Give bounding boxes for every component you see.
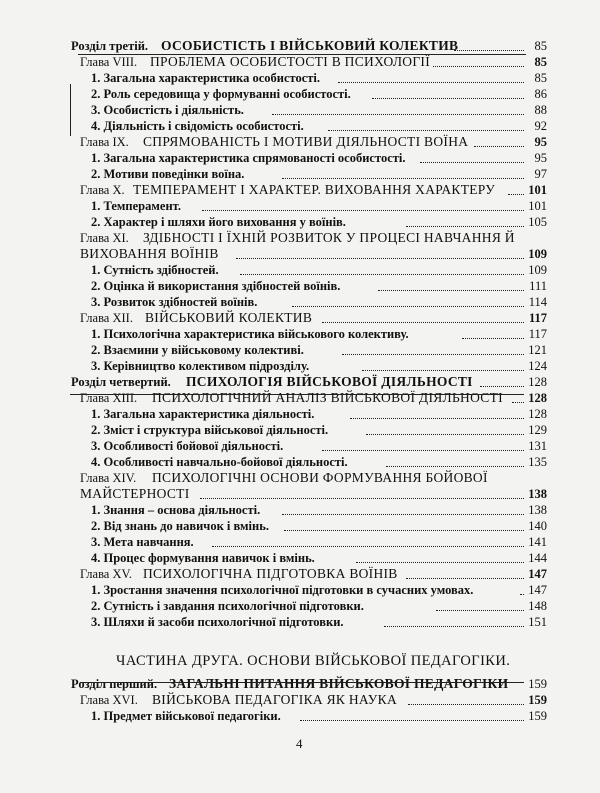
toc-item xyxy=(0,214,600,230)
page-ref: 159 xyxy=(528,693,547,707)
dot-leader xyxy=(512,402,524,403)
toc-item xyxy=(0,326,600,342)
page-ref: 101 xyxy=(528,183,547,197)
page-number: 4 xyxy=(296,736,303,751)
dot-leader xyxy=(200,498,524,499)
section-prefix: Розділ четвертий. xyxy=(71,375,171,389)
item-text: 3. Керівництво колективом підрозділу. xyxy=(91,359,310,373)
toc-item xyxy=(0,454,600,470)
dot-leader xyxy=(406,578,524,579)
chapter-prefix: Глава XVI. xyxy=(80,693,138,707)
item-text: 1. Зростання значення психологічної підготовки в сучасних умовах. xyxy=(91,583,474,597)
section-prefix: Розділ перший. xyxy=(71,677,158,691)
chapter-prefix: Глава IX. xyxy=(80,135,129,149)
chapter-prefix: Глава VIII. xyxy=(80,55,138,69)
page-ref: 86 xyxy=(534,87,547,101)
dot-leader xyxy=(508,194,524,195)
dot-leader xyxy=(282,514,524,515)
section-prefix: Розділ третій. xyxy=(71,39,149,53)
dot-leader xyxy=(366,434,524,435)
pencil-underline xyxy=(78,54,526,55)
dot-leader xyxy=(272,114,524,115)
page-ref: 95 xyxy=(534,135,547,149)
item-text: 1. Загальна характеристика спрямованості особистості. xyxy=(91,151,406,165)
dot-leader xyxy=(284,530,524,531)
page-ref: 105 xyxy=(528,215,547,229)
pencil-underline xyxy=(70,394,524,395)
page-ref: 85 xyxy=(534,39,547,53)
chapter-prefix: Глава XIV. xyxy=(80,471,137,485)
toc-item xyxy=(0,582,600,598)
page-ref: 129 xyxy=(528,423,547,437)
chapter-prefix: Глава XII. xyxy=(80,311,133,325)
dot-leader xyxy=(408,704,524,705)
chapter-title-continued: МАЙСТЕРНОСТІ xyxy=(80,486,190,501)
toc-item xyxy=(0,294,600,310)
page-ref: 97 xyxy=(534,167,547,181)
dot-leader xyxy=(433,66,524,67)
dot-leader xyxy=(202,210,524,211)
toc-section xyxy=(0,374,600,390)
toc-item xyxy=(0,358,600,374)
item-text: 1. Сутність здібностей. xyxy=(91,263,219,277)
page-ref: 147 xyxy=(528,583,547,597)
page-ref: 159 xyxy=(528,677,547,691)
toc-chapter xyxy=(0,692,600,708)
toc-item xyxy=(0,102,600,118)
dot-leader xyxy=(372,98,524,99)
item-text: 1. Знання – основа діяльності. xyxy=(91,503,261,517)
chapter-title: ПСИХОЛОГІЧНА ПІДГОТОВКА ВОЇНІВ xyxy=(143,566,398,581)
item-text: 2. Роль середовища у формуванні особистості. xyxy=(91,87,351,101)
toc-chapter xyxy=(0,182,600,198)
page-ref: 85 xyxy=(534,71,547,85)
dot-leader xyxy=(212,546,524,547)
toc-item xyxy=(0,422,600,438)
item-text: 4. Діяльність і свідомість особистості. xyxy=(91,119,304,133)
dot-leader xyxy=(436,610,524,611)
toc-item xyxy=(0,534,600,550)
chapter-title: ПСИХОЛОГІЧНИЙ АНАЛІЗ ВІЙСЬКОВОЇ ДІЯЛЬНОСТІ xyxy=(152,390,503,405)
chapter-title: ПРОБЛЕМА ОСОБИСТОСТІ В ПСИХОЛОГІЇ xyxy=(150,54,431,69)
toc-item xyxy=(0,70,600,86)
toc-chapter xyxy=(0,470,600,502)
page-ref: 128 xyxy=(528,391,547,405)
toc-chapter xyxy=(0,134,600,150)
toc-chapter xyxy=(0,310,600,326)
chapter-prefix: Глава XIII. xyxy=(80,391,138,405)
dot-leader xyxy=(328,130,524,131)
dot-leader xyxy=(462,338,524,339)
toc-item xyxy=(0,708,600,724)
toc-chapter xyxy=(0,566,600,582)
page-ref: 138 xyxy=(528,487,547,501)
dot-leader xyxy=(292,306,524,307)
item-text: 1. Загальна характеристика діяльності. xyxy=(91,407,315,421)
page-ref: 117 xyxy=(528,327,547,341)
page-ref: 124 xyxy=(528,359,547,373)
item-text: 3. Особистість і діяльність. xyxy=(91,103,244,117)
toc-item xyxy=(0,438,600,454)
chapter-title: ТЕМПЕРАМЕНТ І ХАРАКТЕР. ВИХОВАННЯ ХАРАКТЕРУ xyxy=(133,182,496,197)
dot-leader xyxy=(356,562,524,563)
dot-leader xyxy=(386,466,524,467)
dot-leader xyxy=(480,386,524,387)
toc-item xyxy=(0,166,600,182)
toc-item xyxy=(0,262,600,278)
toc-item xyxy=(0,150,600,166)
item-text: 1. Темперамент. xyxy=(91,199,181,213)
toc-chapter xyxy=(0,54,600,70)
page-ref: 138 xyxy=(528,503,547,517)
item-text: 2. Від знань до навичок і вмінь. xyxy=(91,519,269,533)
dot-leader xyxy=(362,370,524,371)
pencil-underline xyxy=(80,682,524,683)
toc-section xyxy=(0,676,600,692)
chapter-prefix: Глава XI. xyxy=(80,231,129,245)
dot-leader xyxy=(300,720,524,721)
page-ref: 128 xyxy=(528,407,547,421)
dot-leader xyxy=(384,626,524,627)
page-ref: 111 xyxy=(529,279,547,293)
page-ref: 144 xyxy=(528,551,547,565)
item-text: 2. Оцінка й використання здібностей воїнів. xyxy=(91,279,341,293)
part-heading: ЧАСТИНА ДРУГА. ОСНОВИ ВІЙСЬКОВОЇ ПЕДАГОГІКИ. xyxy=(116,653,511,669)
pencil-bracket xyxy=(70,84,71,136)
dot-leader xyxy=(406,226,524,227)
page-ref: 140 xyxy=(528,519,547,533)
dot-leader xyxy=(350,418,524,419)
page-ref: 128 xyxy=(528,375,547,389)
toc-item xyxy=(0,118,600,134)
toc-continued xyxy=(0,676,600,724)
item-text: 3. Особливості бойової діяльності. xyxy=(91,439,284,453)
toc-item xyxy=(0,342,600,358)
table-of-contents xyxy=(0,38,600,630)
chapter-title: ВІЙСЬКОВА ПЕДАГОГІКА ЯК НАУКА xyxy=(152,692,398,707)
dot-leader xyxy=(378,290,524,291)
page-ref: 85 xyxy=(534,55,547,69)
item-text: 2. Зміст і структура військової діяльності. xyxy=(91,423,329,437)
toc-item xyxy=(0,406,600,422)
toc-chapter xyxy=(0,390,600,406)
page-ref: 109 xyxy=(528,247,547,261)
page-ref: 131 xyxy=(528,439,547,453)
toc-item xyxy=(0,598,600,614)
toc-section xyxy=(0,38,600,54)
dot-leader xyxy=(240,274,524,275)
dot-leader xyxy=(474,146,524,147)
item-text: 2. Взаємини у військовому колективі. xyxy=(91,343,304,357)
item-text: 3. Розвиток здібностей воїнів. xyxy=(91,295,258,309)
toc-item xyxy=(0,86,600,102)
item-text: 3. Мета навчання. xyxy=(91,535,194,549)
chapter-title-continued: ВИХОВАННЯ ВОЇНІВ xyxy=(80,246,219,261)
page-ref: 109 xyxy=(528,263,547,277)
toc-item xyxy=(0,198,600,214)
dot-leader xyxy=(342,354,524,355)
toc-item xyxy=(0,614,600,630)
page-ref: 141 xyxy=(528,535,547,549)
toc-chapter xyxy=(0,230,600,262)
page-ref: 88 xyxy=(534,103,547,117)
dot-leader xyxy=(420,162,524,163)
chapter-prefix: Глава XV. xyxy=(80,567,133,581)
item-text: 1. Психологічна характеристика військового колективу. xyxy=(91,327,409,341)
chapter-title: СПРЯМОВАНІСТЬ І МОТИВИ ДІЯЛЬНОСТІ ВОЇНА xyxy=(143,134,469,149)
dot-leader xyxy=(322,322,524,323)
dot-leader xyxy=(236,258,524,259)
item-text: 1. Предмет військової педагогіки. xyxy=(91,709,281,723)
page-ref: 147 xyxy=(528,567,547,581)
item-text: 2. Характер і шляхи його виховання у воїнів. xyxy=(91,215,346,229)
toc-item xyxy=(0,518,600,534)
chapter-prefix: Глава X. xyxy=(80,183,125,197)
page-ref: 117 xyxy=(528,311,547,325)
chapter-title: ВІЙСЬКОВИЙ КОЛЕКТИВ xyxy=(145,310,313,325)
page-ref: 92 xyxy=(534,119,547,133)
dot-leader xyxy=(338,82,524,83)
page-ref: 135 xyxy=(528,455,547,469)
chapter-title: ЗДІБНОСТІ І ЇХНІЙ РОЗВИТОК У ПРОЦЕСІ НАВЧАННЯ Й xyxy=(143,230,515,245)
page-ref: 114 xyxy=(528,295,547,309)
toc-item xyxy=(0,550,600,566)
page-ref: 101 xyxy=(528,199,547,213)
section-title: ЗАГАЛЬНІ ПИТАННЯ ВІЙСЬКОВОЇ ПЕДАГОГІКИ xyxy=(169,676,509,691)
page-ref: 151 xyxy=(528,615,547,629)
chapter-title: ПСИХОЛОГІЧНІ ОСНОВИ ФОРМУВАННЯ БОЙОВОЇ xyxy=(152,470,488,485)
toc-item xyxy=(0,278,600,294)
item-text: 4. Особливості навчально-бойової діяльності. xyxy=(91,455,348,469)
dot-leader xyxy=(282,178,524,179)
dot-leader xyxy=(454,50,524,51)
item-text: 4. Процес формування навичок і вмінь. xyxy=(91,551,315,565)
page-ref: 121 xyxy=(528,343,547,357)
page-ref: 159 xyxy=(528,709,547,723)
section-title: ОСОБИСТІСТЬ І ВІЙСЬКОВИЙ КОЛЕКТИВ xyxy=(161,38,459,53)
item-text: 1. Загальна характеристика особистості. xyxy=(91,71,321,85)
item-text: 2. Сутність і завдання психологічної підготовки. xyxy=(91,599,364,613)
section-title: ПСИХОЛОГІЯ ВІЙСЬКОВОЇ ДІЯЛЬНОСТІ xyxy=(186,374,473,389)
dot-leader xyxy=(520,594,524,595)
item-text: 3. Шляхи й засоби психологічної підготовки. xyxy=(91,615,344,629)
item-text: 2. Мотиви поведінки воїна. xyxy=(91,167,245,181)
toc-item xyxy=(0,502,600,518)
page-ref: 148 xyxy=(528,599,547,613)
dot-leader xyxy=(322,450,524,451)
page-ref: 95 xyxy=(534,151,547,165)
